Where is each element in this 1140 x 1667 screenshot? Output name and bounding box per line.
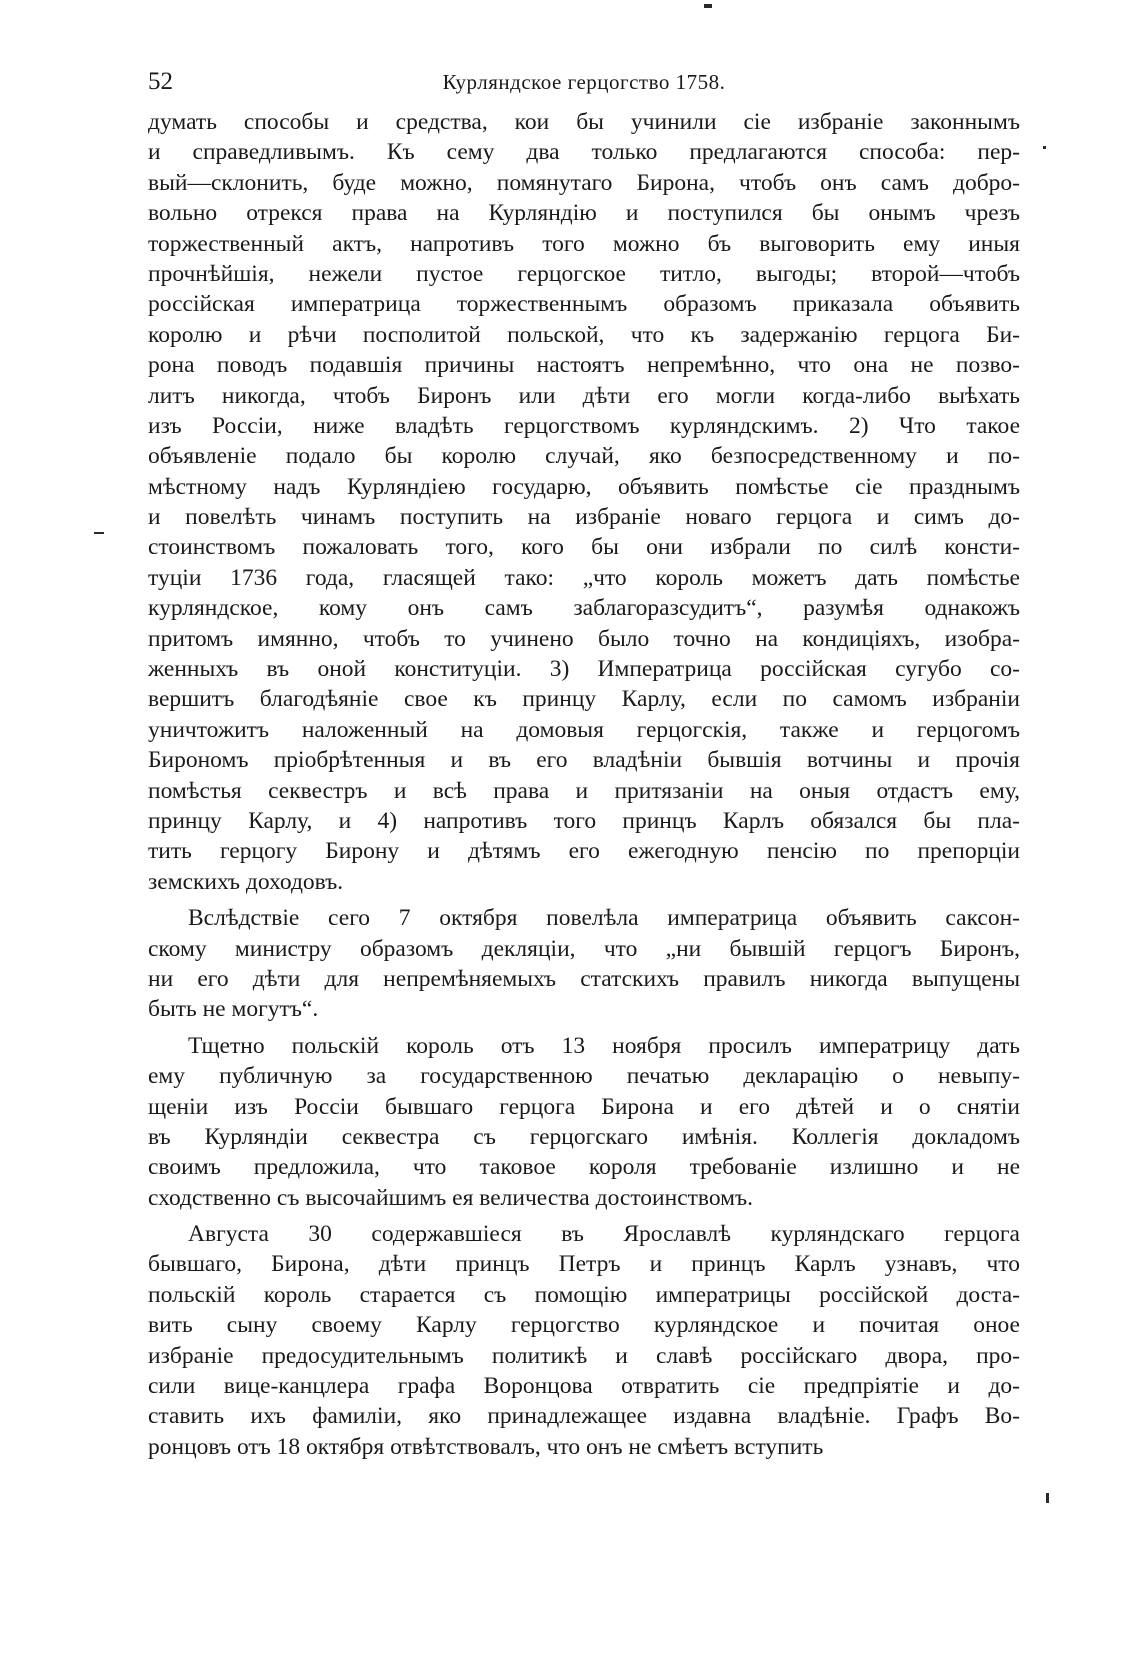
text-line: сили вице-канцлера графа Воронцова отвратить сiе предпрiятiе и до- (148, 1373, 1020, 1400)
text-line: стоинствомъ пожаловать того, кого бы они избрали по силѣ консти- (148, 534, 1020, 561)
scan-mark (1046, 1493, 1049, 1503)
text-line: вить сыну своему Карлу герцогство курляндское и почитая оное (148, 1312, 1020, 1339)
text-line: объявленiе подало бы королю случай, яко безпосредственному и по- (148, 443, 1020, 470)
text-line: избранiе предосудительнымъ политикѣ и славѣ россiйскаго двора, про- (148, 1342, 1020, 1369)
text-line: принцу Карлу, и 4) напротивъ того принцъ Карлъ обязался бы пла- (148, 807, 1020, 834)
text-line: ни его дѣти для непремѣняемыхъ статскихъ правилъ никогда выпущены (148, 965, 1020, 992)
text-line: земскихъ доходовъ. (148, 868, 344, 895)
paragraph (148, 1219, 1020, 1462)
scan-mark (94, 532, 104, 534)
text-line: быть не могутъ“. (148, 996, 319, 1023)
text-line: торжественный актъ, напротивъ того можно бъ выговорить ему иныя (148, 230, 1020, 257)
paragraph (148, 107, 1020, 897)
text-line: королю и рѣчи посполитой польской, что къ задержанiю герцога Би- (148, 321, 1020, 348)
text-line: курляндское, кому онъ самъ заблагоразсудитъ“, разумѣя однакожъ (148, 595, 1020, 622)
text-line: туцiи 1736 года, гласящей тако: „что король можетъ дать помѣстье (148, 564, 1020, 591)
text-line: Вслѣдствiе сего 7 октября повелѣла императрица объявить саксон- (188, 905, 1020, 932)
text-line: притомъ имянно, чтобъ то учинено было точно на кондицiяхъ, изобра- (148, 625, 1020, 652)
text-line: ему публичную за государственною печатью декларацiю о невыпу- (148, 1063, 1020, 1090)
text-line: вершитъ благодѣянiе свое къ принцу Карлу, если по самомъ избранiи (148, 686, 1020, 713)
text-line: Бирономъ прiобрѣтенныя и въ его владѣнiи бывшiя вотчины и прочiя (148, 747, 1020, 774)
scan-mark (704, 4, 712, 8)
text-line: въ Курляндiи секвестра съ герцогскаго имѣнiя. Коллегiя докладомъ (148, 1123, 1020, 1150)
text-line: и повелѣть чинамъ поступить на избранiе новаго герцога и симъ до- (148, 504, 1020, 531)
scan-mark (1043, 146, 1046, 149)
text-line: сходственно съ высочайшимъ ея величества достоинствомъ. (148, 1184, 754, 1211)
text-line: помѣстья секвестръ и всѣ права и притязанiи на оныя отдастъ ему, (148, 777, 1020, 804)
text-line: женныхъ въ оной конституцiи. 3) Императрица россiйская сугубо со- (148, 656, 1020, 683)
text-line: ставить ихъ фамилiи, яко принадлежащее издавна владѣнiе. Графъ Во- (148, 1403, 1020, 1430)
text-line: бывшаго, Бирона, дѣти принцъ Петръ и принцъ Карлъ узнавъ, что (148, 1251, 1020, 1278)
text-line: рона поводъ подавшiя причины настоятъ непремѣнно, что она не позво- (148, 352, 1020, 379)
page-header (148, 64, 1020, 104)
text-line: мѣстному надъ Курляндiею государю, объявить помѣстье сiе празднымъ (148, 473, 1020, 500)
text-line: россiйская императрица торжественнымъ образомъ приказала объявить (148, 291, 1020, 318)
page-number: 52 (148, 68, 173, 95)
text-line: своимъ предложила, что таковое короля требованiе излишно и не (148, 1154, 1020, 1181)
text-line: скому министру образомъ декляцiи, что „ни бывшiй герцогъ Биронъ, (148, 935, 1020, 962)
text-line: уничтожитъ наложенный на домовыя герцогскiя, также и герцогомъ (148, 716, 1020, 743)
text-line: прочнѣйшiя, нежели пустое герцогское титло, выгоды; второй—чтобъ (148, 260, 1020, 287)
text-line: думать способы и средства, кои бы учинили сiе избранiе законнымъ (148, 109, 1020, 135)
text-line: вольно отрекся права на Курляндiю и поступился бы онымъ чрезъ (148, 200, 1020, 227)
text-line: вый—склонить, буде можно, помянутаго Бирона, чтобъ онъ самъ добро- (148, 169, 1020, 196)
text-line: и справедливымъ. Къ сему два только предлагаются способа: пер- (148, 139, 1020, 166)
running-title: Курляндское герцогство 1758. (442, 70, 726, 94)
text-line: Августа 30 содержавшiеся въ Ярославлѣ курляндскаго герцога (188, 1221, 1020, 1248)
text-line: польскiй король старается съ помощiю императрицы россiйской доста- (148, 1281, 1020, 1308)
text-line: ронцовъ отъ 18 октября отвѣтствовалъ, что онъ не смѣетъ вступить (148, 1433, 824, 1460)
text-line: Тщетно польскiй король отъ 13 ноября просилъ императрицу дать (188, 1032, 1020, 1059)
text-line: изъ Россiи, ниже владѣть герцогствомъ курляндскимъ. 2) Что такое (148, 412, 1020, 439)
text-line: литъ никогда, чтобъ Биронъ или дѣти его могли когда-либо выѣхать (148, 382, 1020, 409)
paragraph (148, 1031, 1020, 1213)
text-line: тить герцогу Бирону и дѣтямъ его ежегодную пенсiю по препорцiи (148, 838, 1020, 865)
body-text (148, 107, 1020, 1462)
text-line: щенiи изъ Россiи бывшаго герцога Бирона и его дѣтей и о снятiи (148, 1093, 1020, 1120)
paragraph (148, 903, 1020, 1025)
